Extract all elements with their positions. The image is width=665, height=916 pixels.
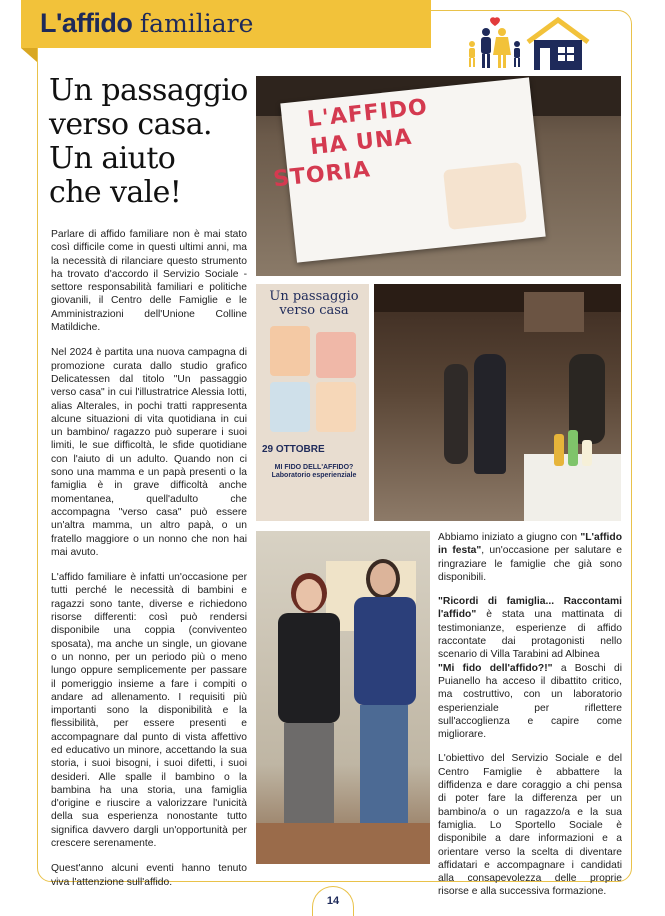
text-span: Abbiamo iniziato a giugno con (438, 532, 581, 543)
paragraph: L'obiettivo del Servizio Sociale e del Centro Famiglie è abbattere la diffidenza e dare coraggio a chi pensa di poter fare la differenza per un bambino/a o un ragazzo/a e la sua famiglia. Lo Sportello Sociale è disponibile a dare informazioni e a orientare verso la scelta di diventare affidatari e accompagnare i candidati alla consapevolezza delle proprie risorse e alla successiva formazione. (438, 753, 622, 898)
photo-event-room (374, 284, 621, 521)
section-title-bold: L'affido (40, 8, 133, 38)
page-number: 14 (312, 886, 354, 916)
article-column-right (438, 531, 622, 910)
poster-subtitle: MI FIDO DELL'AFFIDO? Laboratorio esperienziale (271, 464, 357, 479)
headline-line: verso casa. (49, 107, 212, 142)
header-notch (21, 48, 37, 62)
family-house-logo-icon (462, 14, 592, 72)
sign-line: HA UNA (308, 124, 414, 161)
headline-line: Un aiuto (49, 141, 176, 176)
section-title-light: familiare (139, 9, 254, 38)
paragraph: L'affido familiare è infatti un'occasione per tutti perché le necessità di bambini e ragazzi sono tante, diverse e richiedono risorse differenti: così può rendersi disponibile una coppia (conviventeo sposata), ma anche un single, un giovane o un nonno, per un periodo più o meno lungo oppure semplicemente per passare il pomeriggio insieme a fare i compiti o andare ad allenamento. I requisiti più importanti sono la disponibilità e la flessibilità, per essere presenti e accompagnare dal punto di vista affettivo ed educativo un minore, accettando la sua storia, i suoi bisogni, i suoi difetti, i suoi desideri. Alle spalle il bambino o la bambina ha una storia, una famiglia d'origine e riuscire a valorizzare l'unicità della sua esperienza nonostante tutto significa davvero dargli un'opportunità per crescere serenamente. (51, 572, 247, 850)
poster-title: Un passaggio verso casa (269, 289, 359, 318)
photo-poster (256, 284, 369, 521)
text-span: è stata una mattinata di testimonianze, esperienze di affido raccontate dai protagonisti nello scenario di Villa Tarabini ad Albinea (438, 609, 622, 661)
sign-line: L'AFFIDO (306, 94, 429, 133)
event-name: "L'affido in festa" (438, 532, 622, 557)
text-span: , un'occasione per salutare e ringraziare le famiglie che già sono disponibili. (438, 545, 622, 583)
paragraph: Quest'anno alcuni eventi hanno tenuto viva l'attenzione sull'affido. (51, 863, 247, 888)
text-span: a Boschi di Puianello ha acceso il dibattito critico, ma costruttivo, con un laboratorio esperienziale per riflettere sull'accoglienza e capire come migliorare. (438, 662, 622, 741)
section-title (40, 8, 253, 39)
photo-affido-sign (256, 76, 621, 276)
photo-two-women (256, 531, 430, 864)
sign-text (272, 94, 435, 193)
paragraph (438, 531, 622, 584)
paragraph (438, 595, 622, 661)
sign-line: STORIA (272, 157, 372, 193)
paragraph: Parlare di affido familiare non è mai stato così difficile come in questi ultimi anni, ma la necessità di rilanciare questo strumento ha trovato d'accordo il Servizio Sociale - settore responsabilità familiari e politiche giovanili, il Centro delle Famiglie e le Amministrazioni dell'Unione Colline Matildiche. (51, 229, 247, 334)
event-name: "Mi fido dell'affido?!" (438, 662, 553, 674)
poster-date: 29 OTTOBRE (262, 444, 325, 455)
article-headline (49, 74, 249, 210)
article-column-left (51, 228, 247, 901)
paragraph (438, 662, 622, 742)
paragraph: Nel 2024 è partita una nuova campagna di promozione curata dallo studio grafico Delicatessen dal titolo "Un passaggio verso casa" in cui l'illustratrice Alessia Iotti, alias Alterales, in pochi tratti rappresenta alcune situazioni di vita quotidiana in cui un bambino/ ragazzo può superare i suoi limiti, le sue difficoltà, le sfide quotidiane con l'aiuto di un adulto. Quando non ci sono una mamma e un papà presenti o la famiglia è in grave difficoltà anche momentanea, quell'adulto che accompagna "verso casa" può essere un'altra mamma, un altro papà, o un fratello maggiore o un nonno che non hai mai avuto. (51, 347, 247, 558)
event-name: "Ricordi di famiglia... Raccontami l'affido" (438, 596, 622, 621)
sign-illustration (443, 162, 527, 230)
headline-line: che vale! (49, 175, 182, 210)
headline-line: Un passaggio (49, 73, 248, 108)
